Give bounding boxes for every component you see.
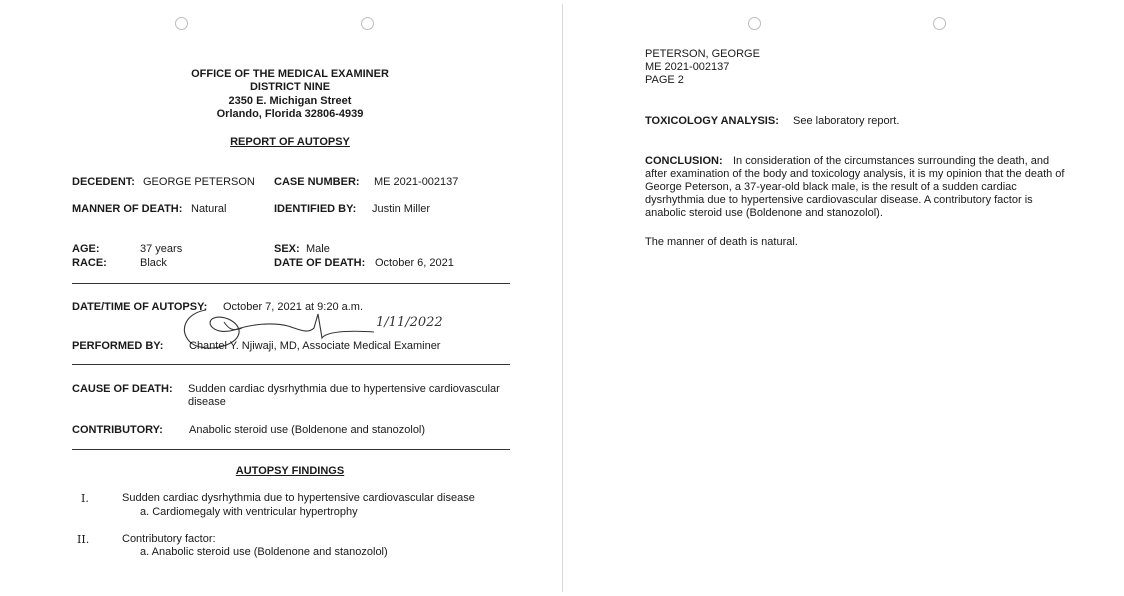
divider [72, 449, 510, 450]
street-address: 2350 E. Michigan Street [228, 95, 352, 107]
finding-numeral: II. [77, 533, 90, 546]
finding-numeral: I. [81, 492, 89, 505]
punch-hole-icon [175, 17, 188, 30]
identified-label: IDENTIFIED BY: [274, 203, 357, 215]
dod-label: DATE OF DEATH: [274, 257, 366, 269]
cause-value-line1: Sudden cardiac dysrhythmia due to hypertensive cardiovascular [188, 383, 500, 395]
autopsy-time-label: DATE/TIME OF AUTOPSY: [72, 301, 208, 313]
toxicology-label: TOXICOLOGY ANALYSIS: [645, 115, 779, 127]
sex-value: Male [306, 243, 330, 255]
finding-text: Sudden cardiac dysrhythmia due to hypertensive cardiovascular disease [122, 492, 475, 504]
contributory-value: Anabolic steroid use (Boldenone and stanozolol) [189, 424, 426, 436]
age-label: AGE: [72, 243, 100, 255]
race-value: Black [140, 257, 167, 269]
page2-header-name: PETERSON, GEORGE [645, 48, 760, 60]
divider [72, 364, 510, 365]
conclusion-line: after examination of the body and toxicology analysis, it is my opinion that the death of [645, 168, 1065, 180]
performed-label: PERFORMED BY: [72, 340, 164, 352]
finding-text: Contributory factor: [122, 533, 216, 545]
manner-statement: The manner of death is natural. [645, 236, 798, 248]
punch-hole-icon [748, 17, 761, 30]
decedent-value: GEORGE PETERSON [143, 176, 255, 188]
punch-hole-icon [933, 17, 946, 30]
page2-header-page: PAGE 2 [645, 74, 684, 86]
identified-value: Justin Miller [372, 203, 431, 215]
decedent-label: DECEDENT: [72, 176, 135, 188]
race-label: RACE: [72, 257, 107, 269]
contributory-label: CONTRIBUTORY: [72, 424, 163, 436]
sex-label: SEX: [274, 243, 300, 255]
office-name: OFFICE OF THE MEDICAL EXAMINER [191, 68, 389, 80]
conclusion-line: anabolic steroid use (Boldenone and stanozolol). [645, 207, 883, 219]
signature-date: 1/11/2022 [376, 315, 443, 330]
conclusion-label: CONCLUSION: [645, 155, 723, 167]
case-number-value: ME 2021-002137 [374, 176, 459, 188]
cause-value-line2: disease [188, 396, 226, 408]
conclusion-line: George Peterson, a 37-year-old black male, is the result of a sudden cardiac [645, 181, 1017, 193]
report-page-2 [565, 0, 1124, 596]
manner-value: Natural [191, 203, 227, 215]
performed-value: Chantel Y. Njiwaji, MD, Associate Medical Examiner [189, 340, 441, 352]
dod-value: October 6, 2021 [375, 257, 454, 269]
district-name: DISTRICT NINE [249, 81, 331, 93]
punch-hole-icon [361, 17, 374, 30]
page-divider [562, 4, 563, 592]
manner-label: MANNER OF DEATH: [72, 203, 183, 215]
conclusion-line: In consideration of the circumstances surrounding the death, and [733, 155, 1050, 167]
divider [72, 283, 510, 284]
finding-sub: a. Anabolic steroid use (Boldenone and stanozolol) [140, 546, 388, 558]
conclusion-line: dysrhythmia due to hypertensive cardiovascular disease. A contributory factor is [645, 194, 1033, 206]
finding-sub: a. Cardiomegaly with ventricular hypertrophy [140, 506, 358, 518]
report-title: REPORT OF AUTOPSY [230, 136, 350, 148]
autopsy-time-value: October 7, 2021 at 9:20 a.m. [223, 301, 364, 313]
case-number-label: CASE NUMBER: [274, 176, 360, 188]
toxicology-value: See laboratory report. [793, 115, 900, 127]
page2-header-case: ME 2021-002137 [645, 61, 730, 73]
cause-label: CAUSE OF DEATH: [72, 383, 173, 395]
city-address: Orlando, Florida 32806-4939 [216, 108, 364, 120]
age-value: 37 years [140, 243, 183, 255]
findings-title: AUTOPSY FINDINGS [235, 465, 345, 477]
